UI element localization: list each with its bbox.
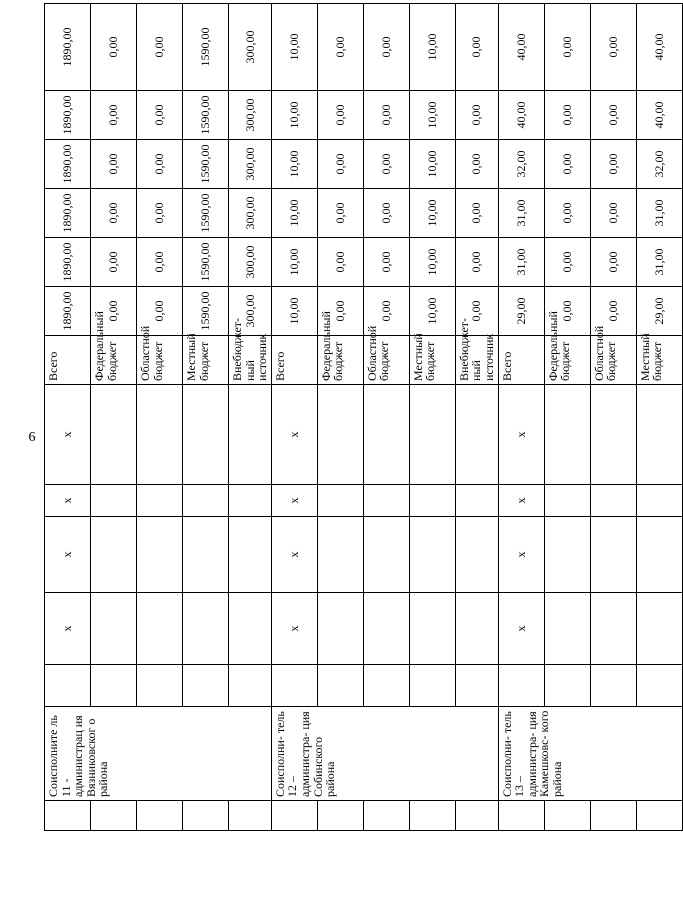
value-cell: 0,00 bbox=[91, 4, 137, 91]
value-cell: 10,00 bbox=[271, 287, 317, 336]
value-cell: 10,00 bbox=[409, 91, 455, 140]
value-cell: 1890,00 bbox=[45, 287, 91, 336]
x-mark: x bbox=[45, 517, 91, 593]
value-cell: 0,00 bbox=[590, 4, 636, 91]
value-cell: 10,00 bbox=[271, 140, 317, 189]
value-cell: 300,00 bbox=[229, 189, 272, 238]
empty-cell bbox=[91, 593, 137, 665]
value-cell: 1590,00 bbox=[183, 189, 229, 238]
empty-cell bbox=[317, 385, 363, 485]
value-cell: 40,00 bbox=[498, 91, 544, 140]
value-cell: 31,00 bbox=[636, 189, 682, 238]
value-cell: 0,00 bbox=[137, 4, 183, 91]
empty-cell bbox=[590, 485, 636, 517]
empty-cell bbox=[590, 801, 636, 831]
empty-cell bbox=[409, 801, 455, 831]
empty-cell bbox=[363, 517, 409, 593]
value-cell: 0,00 bbox=[317, 140, 363, 189]
value-cell: 0,00 bbox=[544, 91, 590, 140]
table-row bbox=[409, 4, 455, 831]
table-row bbox=[544, 4, 590, 831]
value-cell: 0,00 bbox=[137, 238, 183, 287]
empty-cell bbox=[363, 593, 409, 665]
x-mark: x bbox=[45, 593, 91, 665]
empty-cell bbox=[363, 801, 409, 831]
value-cell: 31,00 bbox=[498, 238, 544, 287]
value-cell: 0,00 bbox=[590, 91, 636, 140]
value-cell: 40,00 bbox=[498, 4, 544, 91]
x-mark: x bbox=[45, 485, 91, 517]
value-cell: 300,00 bbox=[229, 287, 272, 336]
value-cell: 0,00 bbox=[544, 4, 590, 91]
value-cell: 0,00 bbox=[137, 287, 183, 336]
empty-cell bbox=[544, 485, 590, 517]
empty-cell bbox=[91, 385, 137, 485]
value-cell: 0,00 bbox=[317, 4, 363, 91]
empty-cell bbox=[455, 801, 498, 831]
empty-cell bbox=[271, 665, 317, 707]
table-row bbox=[636, 4, 682, 831]
value-cell: 29,00 bbox=[636, 287, 682, 336]
value-cell: 0,00 bbox=[317, 189, 363, 238]
empty-cell bbox=[636, 801, 682, 831]
value-cell: 0,00 bbox=[363, 140, 409, 189]
empty-cell bbox=[409, 517, 455, 593]
empty-cell bbox=[137, 385, 183, 485]
value-cell: 10,00 bbox=[271, 4, 317, 91]
table-row bbox=[363, 4, 409, 831]
table-row bbox=[229, 4, 272, 831]
table-container bbox=[44, 27, 666, 831]
empty-cell bbox=[590, 385, 636, 485]
empty-cell bbox=[636, 665, 682, 707]
executor-cell: Соисполни- тель 13 – администра- ция Камешковс- кого района bbox=[498, 707, 682, 801]
value-cell: 0,00 bbox=[455, 140, 498, 189]
value-cell: 10,00 bbox=[409, 238, 455, 287]
empty-cell bbox=[455, 593, 498, 665]
x-mark: x bbox=[498, 385, 544, 485]
table-row bbox=[91, 4, 137, 831]
table-body bbox=[45, 4, 683, 831]
source-cell: Внебюджет- ный источник bbox=[229, 336, 272, 385]
value-cell: 0,00 bbox=[455, 238, 498, 287]
source-cell: Местный бюджет bbox=[636, 336, 682, 385]
empty-cell bbox=[498, 801, 544, 831]
value-cell: 0,00 bbox=[455, 189, 498, 238]
value-cell: 0,00 bbox=[590, 189, 636, 238]
empty-cell bbox=[590, 665, 636, 707]
value-cell: 1590,00 bbox=[183, 238, 229, 287]
value-cell: 10,00 bbox=[409, 140, 455, 189]
table-row bbox=[455, 4, 498, 831]
value-cell: 10,00 bbox=[409, 287, 455, 336]
source-cell: Внебюджет- ный источник bbox=[455, 336, 498, 385]
source-cell: Федеральный бюджет bbox=[91, 336, 137, 385]
source-cell: Всего bbox=[271, 336, 317, 385]
value-cell: 300,00 bbox=[229, 238, 272, 287]
value-cell: 0,00 bbox=[137, 189, 183, 238]
empty-cell bbox=[183, 665, 229, 707]
table-row bbox=[317, 4, 363, 831]
value-cell: 0,00 bbox=[317, 287, 363, 336]
source-cell: Областной бюджет bbox=[590, 336, 636, 385]
value-cell: 40,00 bbox=[636, 91, 682, 140]
value-cell: 300,00 bbox=[229, 4, 272, 91]
table-row bbox=[271, 4, 317, 831]
empty-cell bbox=[363, 385, 409, 485]
value-cell: 29,00 bbox=[498, 287, 544, 336]
value-cell: 1890,00 bbox=[45, 140, 91, 189]
source-cell: Федеральный бюджет bbox=[544, 336, 590, 385]
x-mark: x bbox=[498, 485, 544, 517]
empty-cell bbox=[229, 665, 272, 707]
empty-cell bbox=[455, 485, 498, 517]
table-row bbox=[137, 4, 183, 831]
value-cell: 0,00 bbox=[363, 91, 409, 140]
rotated-table bbox=[44, 27, 666, 831]
value-cell: 32,00 bbox=[636, 140, 682, 189]
empty-cell bbox=[455, 385, 498, 485]
value-cell: 0,00 bbox=[91, 189, 137, 238]
value-cell: 300,00 bbox=[229, 140, 272, 189]
empty-cell bbox=[409, 485, 455, 517]
value-cell: 0,00 bbox=[455, 91, 498, 140]
empty-cell bbox=[183, 801, 229, 831]
value-cell: 0,00 bbox=[544, 238, 590, 287]
empty-cell bbox=[183, 593, 229, 665]
x-mark: x bbox=[271, 485, 317, 517]
empty-cell bbox=[544, 593, 590, 665]
value-cell: 1890,00 bbox=[45, 91, 91, 140]
empty-cell bbox=[137, 485, 183, 517]
empty-cell bbox=[498, 665, 544, 707]
empty-cell bbox=[229, 485, 272, 517]
source-cell: Всего bbox=[498, 336, 544, 385]
empty-cell bbox=[544, 517, 590, 593]
empty-cell bbox=[409, 665, 455, 707]
source-cell: Всего bbox=[45, 336, 91, 385]
value-cell: 0,00 bbox=[544, 140, 590, 189]
executor-cell: Соисполни- тель 12 – администра- ция Собинского района bbox=[271, 707, 498, 801]
empty-cell bbox=[544, 801, 590, 831]
empty-cell bbox=[317, 665, 363, 707]
source-cell: Местный бюджет bbox=[409, 336, 455, 385]
value-cell: 0,00 bbox=[455, 4, 498, 91]
source-cell: Местный бюджет bbox=[183, 336, 229, 385]
empty-cell bbox=[590, 593, 636, 665]
value-cell: 0,00 bbox=[137, 140, 183, 189]
x-mark: x bbox=[271, 385, 317, 485]
x-mark: x bbox=[271, 517, 317, 593]
source-cell: Областной бюджет bbox=[137, 336, 183, 385]
empty-cell bbox=[137, 801, 183, 831]
empty-cell bbox=[91, 665, 137, 707]
value-cell: 300,00 bbox=[229, 91, 272, 140]
value-cell: 10,00 bbox=[271, 189, 317, 238]
value-cell: 0,00 bbox=[590, 287, 636, 336]
empty-cell bbox=[183, 385, 229, 485]
empty-cell bbox=[544, 665, 590, 707]
empty-cell bbox=[317, 593, 363, 665]
empty-cell bbox=[636, 485, 682, 517]
empty-cell bbox=[137, 517, 183, 593]
table-row bbox=[590, 4, 636, 831]
empty-cell bbox=[183, 485, 229, 517]
value-cell: 0,00 bbox=[137, 91, 183, 140]
value-cell: 1590,00 bbox=[183, 287, 229, 336]
value-cell: 40,00 bbox=[636, 4, 682, 91]
value-cell: 10,00 bbox=[271, 91, 317, 140]
empty-cell bbox=[455, 517, 498, 593]
value-cell: 0,00 bbox=[590, 140, 636, 189]
x-mark: x bbox=[498, 593, 544, 665]
value-cell: 1890,00 bbox=[45, 238, 91, 287]
value-cell: 32,00 bbox=[498, 140, 544, 189]
empty-cell bbox=[229, 593, 272, 665]
value-cell: 0,00 bbox=[317, 238, 363, 287]
value-cell: 10,00 bbox=[409, 4, 455, 91]
value-cell: 1590,00 bbox=[183, 91, 229, 140]
value-cell: 0,00 bbox=[363, 189, 409, 238]
value-cell: 0,00 bbox=[544, 189, 590, 238]
executor-cell: Соисполните ль 11 - администрац ия Вязниковског о района bbox=[45, 707, 272, 801]
value-cell: 0,00 bbox=[590, 238, 636, 287]
value-cell: 0,00 bbox=[91, 238, 137, 287]
table-row bbox=[45, 4, 91, 831]
value-cell: 0,00 bbox=[91, 91, 137, 140]
x-mark: x bbox=[498, 517, 544, 593]
empty-cell bbox=[317, 517, 363, 593]
table-row bbox=[498, 4, 544, 831]
empty-cell bbox=[229, 517, 272, 593]
empty-cell bbox=[455, 665, 498, 707]
empty-cell bbox=[409, 385, 455, 485]
value-cell: 0,00 bbox=[455, 287, 498, 336]
empty-cell bbox=[636, 517, 682, 593]
value-cell: 1890,00 bbox=[45, 189, 91, 238]
value-cell: 0,00 bbox=[91, 140, 137, 189]
value-cell: 1590,00 bbox=[183, 4, 229, 91]
empty-cell bbox=[137, 665, 183, 707]
value-cell: 0,00 bbox=[363, 4, 409, 91]
value-cell: 10,00 bbox=[271, 238, 317, 287]
empty-cell bbox=[137, 593, 183, 665]
x-mark: x bbox=[271, 593, 317, 665]
source-cell: Федеральный бюджет bbox=[317, 336, 363, 385]
value-cell: 0,00 bbox=[363, 287, 409, 336]
empty-cell bbox=[363, 485, 409, 517]
empty-cell bbox=[636, 593, 682, 665]
x-mark: x bbox=[45, 385, 91, 485]
empty-cell bbox=[45, 665, 91, 707]
empty-cell bbox=[363, 665, 409, 707]
value-cell: 1890,00 bbox=[45, 4, 91, 91]
source-cell: Областной бюджет bbox=[363, 336, 409, 385]
value-cell: 0,00 bbox=[317, 91, 363, 140]
empty-cell bbox=[544, 385, 590, 485]
value-cell: 0,00 bbox=[544, 287, 590, 336]
value-cell: 31,00 bbox=[636, 238, 682, 287]
value-cell: 0,00 bbox=[91, 287, 137, 336]
empty-cell bbox=[91, 801, 137, 831]
table-row bbox=[183, 4, 229, 831]
empty-cell bbox=[636, 385, 682, 485]
value-cell: 31,00 bbox=[498, 189, 544, 238]
empty-cell bbox=[271, 801, 317, 831]
empty-cell bbox=[183, 517, 229, 593]
empty-cell bbox=[317, 801, 363, 831]
empty-cell bbox=[229, 801, 272, 831]
value-cell: 0,00 bbox=[363, 238, 409, 287]
empty-cell bbox=[409, 593, 455, 665]
page-number: 6 bbox=[28, 430, 36, 445]
budget-table bbox=[44, 3, 683, 831]
empty-cell bbox=[91, 485, 137, 517]
empty-cell bbox=[590, 517, 636, 593]
empty-cell bbox=[45, 801, 91, 831]
value-cell: 10,00 bbox=[409, 189, 455, 238]
empty-cell bbox=[91, 517, 137, 593]
empty-cell bbox=[317, 485, 363, 517]
empty-cell bbox=[229, 385, 272, 485]
value-cell: 1590,00 bbox=[183, 140, 229, 189]
